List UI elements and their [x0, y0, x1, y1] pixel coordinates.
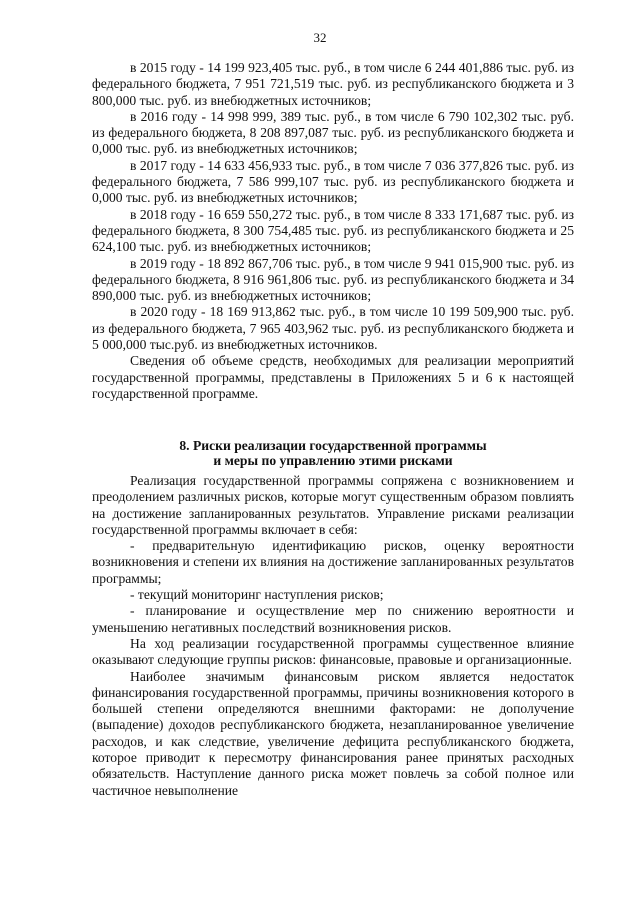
section-heading: [92, 438, 574, 468]
financing-2017: в 2017 году - 14 633 456,933 тыс. руб., в том числе 7 036 377,826 тыс. руб. из федерального бюджета, 7 586 999,107 тыс. руб. из республиканского бюджета и 0,000 тыс. руб. из внебюджетных источников;: [92, 157, 574, 206]
financial-risk-paragraph: Наиболее значимым финансовым риском является недостаток финансирования государственной программы, причины возникновения которого в большей степени определяются внешними факторами: не дополучение (выпадение) доходов республиканского бюджета, незапланированное увеличение расходов, и как следствие, увеличение дефицита республиканского бюджета, которое приводит к пересмотру финансирования ранее принятых расходных обязательств. Наступление данного риска может повлечь за собой полное или частичное невыполнение: [92, 668, 574, 798]
financing-block: [92, 60, 574, 402]
section-title-line1: 8. Риски реализации государственной программы: [179, 438, 487, 453]
measure-item-2: - текущий мониторинг наступления рисков;: [130, 587, 384, 603]
measure-item-3: - планирование и осуществление мер по снижению вероятности и уменьшению негативных последствий возникновения рисков.: [92, 603, 574, 635]
measure-item-1: - предварительную идентификацию рисков, оценку вероятности возникновения и степени их влияния на достижение запланированных результатов программы;: [92, 538, 574, 586]
influence-paragraph: На ход реализации государственной программы существенное влияние оказывают следующие группы рисков: финансовые, правовые и организационные.: [92, 635, 574, 668]
intro-paragraph: Реализация государственной программы сопряжена с возникновением и преодолением различных рисков, которые могут существенным образом повлиять на достижение запланированных результатов. Управление рисками реализации государственной программы включает в себя:: [92, 473, 574, 537]
section-title-line2: и меры по управлению этими рисками: [213, 453, 453, 468]
financing-2020: в 2020 году - 18 169 913,862 тыс. руб., в том числе 10 199 509,900 тыс. руб. из федерального бюджета, 7 965 403,962 тыс. руб. из республиканского бюджета и 5 000,000 тыс.руб. из внебюджетных источников.: [92, 304, 574, 353]
page-number: 32: [313, 30, 327, 45]
financing-2018: в 2018 году - 16 659 550,272 тыс. руб., в том числе 8 333 171,687 тыс. руб. из федерального бюджета, 8 300 754,485 тыс. руб. из республиканского бюджета и 25 624,100 тыс. руб. из внебюджетных источников;: [92, 206, 574, 255]
financing-2015: в 2015 году - 14 199 923,405 тыс. руб., в том числе 6 244 401,886 тыс. руб. из федерального бюджета, 7 951 721,519 тыс. руб. из республиканского бюджета и 3 800,000 тыс. руб. из внебюджетных источников;: [92, 60, 574, 108]
financing-2016: в 2016 году - 14 998 999, 389 тыс. руб., в том числе 6 790 102,302 тыс. руб. из федерального бюджета, 8 208 897,087 тыс. руб. из республиканского бюджета и 0,000 тыс. руб. из внебюджетных источников;: [92, 108, 574, 157]
summary-paragraph: Сведения об объеме средств, необходимых для реализации мероприятий государственной программы, представлены в Приложениях 5 и 6 к настоящей государственной программе.: [92, 353, 574, 401]
risks-block: [92, 473, 574, 799]
financing-2019: в 2019 году - 18 892 867,706 тыс. руб., в том числе 9 941 015,900 тыс. руб. из федерального бюджета, 8 916 961,806 тыс. руб. из республиканского бюджета и 34 890,000 тыс. руб. из внебюджетных источников;: [92, 255, 574, 304]
